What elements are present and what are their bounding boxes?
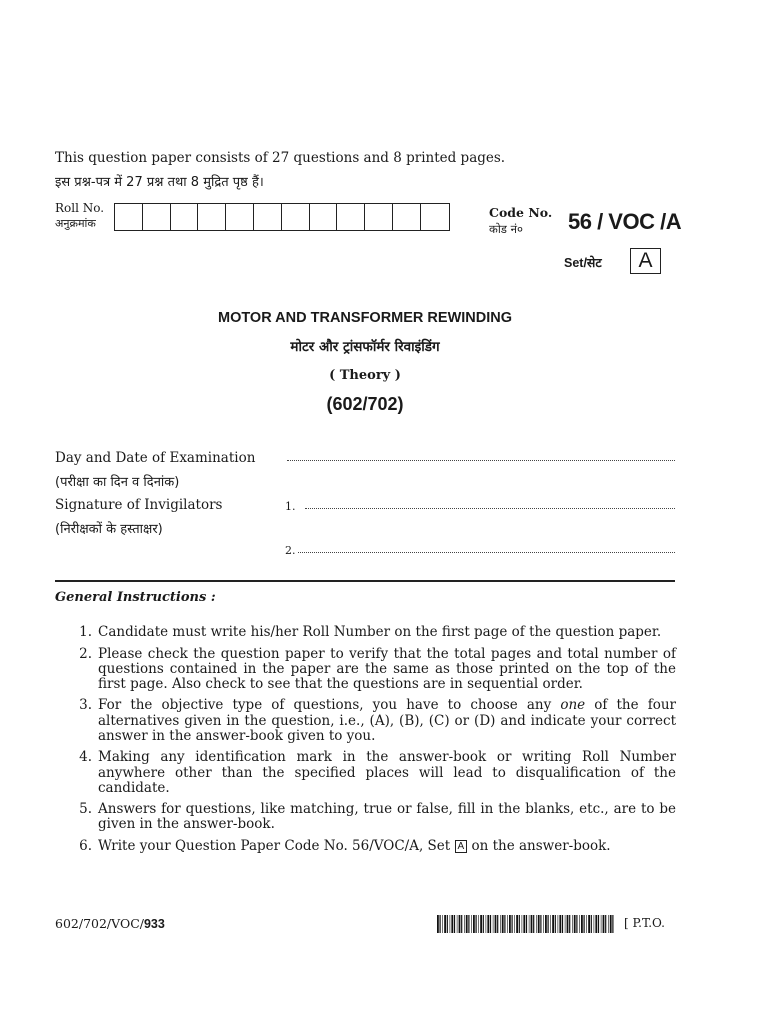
invigilator-signature-label-english: Signature of Invigilators xyxy=(55,497,223,513)
barcode-bar xyxy=(584,915,585,933)
barcode-bar xyxy=(512,915,513,933)
barcode-bar xyxy=(447,915,448,933)
signature-line-1[interactable] xyxy=(305,508,675,509)
barcode-bar xyxy=(507,915,508,933)
paper-type: ( Theory ) xyxy=(329,368,401,383)
exam-date-line[interactable] xyxy=(287,460,675,461)
signature-line-2[interactable] xyxy=(298,552,675,553)
instruction-emphasis: one xyxy=(560,697,586,714)
footer-paper-code xyxy=(55,916,165,931)
barcode-bar xyxy=(523,915,525,933)
barcode-bar xyxy=(555,915,556,933)
instruction-item xyxy=(55,625,676,640)
barcode-bar xyxy=(562,915,563,933)
barcode-bar xyxy=(603,915,605,933)
roll-number-box[interactable] xyxy=(393,204,421,230)
subject-title-english: MOTOR AND TRANSFORMER REWINDING xyxy=(217,310,512,326)
barcode-bar xyxy=(543,915,544,933)
barcode-bar xyxy=(545,915,547,933)
barcode-bar xyxy=(598,915,599,933)
instruction-text xyxy=(98,698,676,744)
barcode-bar xyxy=(514,915,515,933)
barcode-bar xyxy=(461,915,462,933)
instruction-text-part: of the four alternatives given in the question, i.e., (A), (B), (C) or (D) and indicate your correct answer in the answer-book given to you. xyxy=(98,697,676,744)
barcode-bar xyxy=(493,915,494,933)
roll-number-box[interactable] xyxy=(282,204,310,230)
barcode-bar xyxy=(437,915,439,933)
roll-number-box[interactable] xyxy=(254,204,282,230)
roll-number-box[interactable] xyxy=(226,204,254,230)
barcode-bar xyxy=(594,915,595,933)
barcode-bar xyxy=(574,915,576,933)
barcode-bar xyxy=(473,915,475,933)
instruction-number: 1. xyxy=(79,624,92,640)
barcode-bar xyxy=(502,915,504,933)
instruction-number: 6. xyxy=(79,837,92,854)
barcode-bar xyxy=(459,915,461,933)
barcode-bar xyxy=(495,915,497,933)
barcode-bar xyxy=(608,915,609,933)
barcode-bar xyxy=(558,915,559,933)
subject-title-hindi: मोटर और ट्रांसफॉर्मर रिवाइंडिंग xyxy=(290,339,440,355)
roll-number-box[interactable] xyxy=(421,204,449,230)
barcode-bar xyxy=(454,915,455,933)
instruction-text: Candidate must write his/her Roll Number on the first page of the question paper. xyxy=(98,624,662,640)
roll-number-box[interactable] xyxy=(171,204,199,230)
barcode-bar xyxy=(567,915,569,933)
barcode-bar xyxy=(605,915,606,933)
instruction-item xyxy=(55,647,676,693)
barcode-bar xyxy=(497,915,498,933)
barcode-bar xyxy=(487,915,489,933)
roll-number-box[interactable] xyxy=(115,204,143,230)
barcode-bar xyxy=(466,915,468,933)
barcode-bar xyxy=(451,915,453,933)
instruction-text-part: Write your Question Paper Code No. 56/VOC/A, Set xyxy=(98,837,455,854)
set-inline-box: A xyxy=(455,840,468,853)
barcode-bar xyxy=(522,915,523,933)
roll-no-label-hindi: अनुक्रमांक xyxy=(55,217,96,230)
barcode-bar xyxy=(540,915,541,933)
barcode-bar xyxy=(504,915,505,933)
instruction-item xyxy=(55,839,676,854)
barcode-bar xyxy=(516,915,518,933)
barcode-bar xyxy=(572,915,573,933)
pages-info-english: This question paper consists of 27 questions and 8 printed pages. xyxy=(55,150,506,166)
barcode-bar xyxy=(509,915,511,933)
footer-code-number: 933 xyxy=(143,917,165,931)
barcode-bar xyxy=(581,915,583,933)
instruction-text: Answers for questions, like matching, true or false, fill in the blanks, etc., are to be given in the answer-book. xyxy=(98,801,676,833)
roll-number-box[interactable] xyxy=(143,204,171,230)
set-box: A xyxy=(630,248,661,274)
barcode-bar xyxy=(569,915,570,933)
barcode-bar xyxy=(529,915,530,933)
instruction-text: Making any identification mark in the answer-book or writing Roll Number anywhere other than the specified places will lead to disqualification of the candidate. xyxy=(98,749,676,796)
barcode-bar xyxy=(565,915,566,933)
barcode-bar xyxy=(550,915,551,933)
barcode-bar xyxy=(601,915,602,933)
instruction-number: 2. xyxy=(79,645,92,662)
barcode-bar xyxy=(480,915,482,933)
exam-date-label-hindi: (परीक्षा का दिन व दिनांक) xyxy=(55,475,180,490)
paper-code: (602/702) xyxy=(326,394,404,414)
barcode-bar xyxy=(595,915,597,933)
barcode-bar xyxy=(464,915,465,933)
instruction-text-part: on the answer-book. xyxy=(467,837,611,854)
signature-number-1: 1. xyxy=(285,500,296,513)
barcode-bar xyxy=(483,915,484,933)
barcode-bar xyxy=(586,915,587,933)
barcode-bar xyxy=(576,915,577,933)
instruction-text: Please check the question paper to verify that the total pages and total number of questions contained in the paper are the same as those printed on the top of the first page. Also check to see that the questions are in sequential order. xyxy=(98,645,676,692)
barcode-bar xyxy=(610,915,612,933)
barcode-bar xyxy=(538,915,540,933)
roll-number-box[interactable] xyxy=(198,204,226,230)
barcode-bar xyxy=(440,915,441,933)
barcode xyxy=(437,915,617,933)
roll-no-label-english: Roll No. xyxy=(55,201,105,215)
barcode-bar xyxy=(548,915,549,933)
roll-no-label xyxy=(55,201,104,231)
footer-code-prefix: 602/702/VOC/ xyxy=(55,916,144,931)
barcode-bar xyxy=(457,915,458,933)
roll-number-boxes[interactable] xyxy=(114,203,450,231)
barcode-bar xyxy=(559,915,561,933)
instruction-number: 4. xyxy=(79,749,92,766)
code-label-english: Code No. xyxy=(489,205,553,220)
instruction-item xyxy=(55,750,676,796)
instruction-text xyxy=(98,839,676,854)
divider xyxy=(55,580,675,582)
barcode-bar xyxy=(476,915,477,933)
barcode-bar xyxy=(526,915,527,933)
barcode-bar xyxy=(490,915,491,933)
exam-date-label-english: Day and Date of Examination xyxy=(55,450,256,466)
pto-label: [ P.T.O. xyxy=(624,916,665,930)
pages-info-hindi: इस प्रश्न-पत्र में 27 प्रश्न तथा 8 मुद्रित पृष्ठ हैं। xyxy=(55,175,264,190)
set-label: Set/सेट xyxy=(564,256,602,270)
barcode-bar xyxy=(533,915,534,933)
barcode-bar xyxy=(579,915,580,933)
roll-number-box[interactable] xyxy=(365,204,393,230)
barcode-bar xyxy=(612,915,613,933)
roll-number-box[interactable] xyxy=(310,204,338,230)
barcode-bar xyxy=(591,915,592,933)
barcode-bar xyxy=(588,915,590,933)
instruction-item xyxy=(55,802,676,832)
general-instructions-heading: General Instructions : xyxy=(55,590,216,605)
barcode-bar xyxy=(536,915,537,933)
barcode-bar xyxy=(450,915,451,933)
barcode-bar xyxy=(531,915,533,933)
instruction-text-part: For the objective type of questions, you have to choose any xyxy=(98,697,561,714)
barcode-bar xyxy=(552,915,554,933)
barcode-bar xyxy=(444,915,446,933)
barcode-bar xyxy=(442,915,443,933)
instruction-number: 3. xyxy=(79,697,92,714)
barcode-bar xyxy=(486,915,487,933)
roll-number-box[interactable] xyxy=(337,204,365,230)
barcode-bar xyxy=(500,915,501,933)
instructions-list xyxy=(55,625,676,860)
barcode-bar xyxy=(519,915,520,933)
instruction-number: 5. xyxy=(79,801,92,818)
barcode-bar xyxy=(468,915,469,933)
instruction-item xyxy=(55,698,676,744)
invigilator-signature-label-hindi: (निरीक्षकों के हस्ताक्षर) xyxy=(55,522,163,537)
code-label-hindi: कोड नं० xyxy=(489,222,523,236)
code-label xyxy=(489,205,552,237)
barcode-bar xyxy=(478,915,479,933)
code-number: 56 / VOC /A xyxy=(568,209,682,234)
barcode-bar xyxy=(471,915,472,933)
signature-number-2: 2. xyxy=(285,544,296,557)
